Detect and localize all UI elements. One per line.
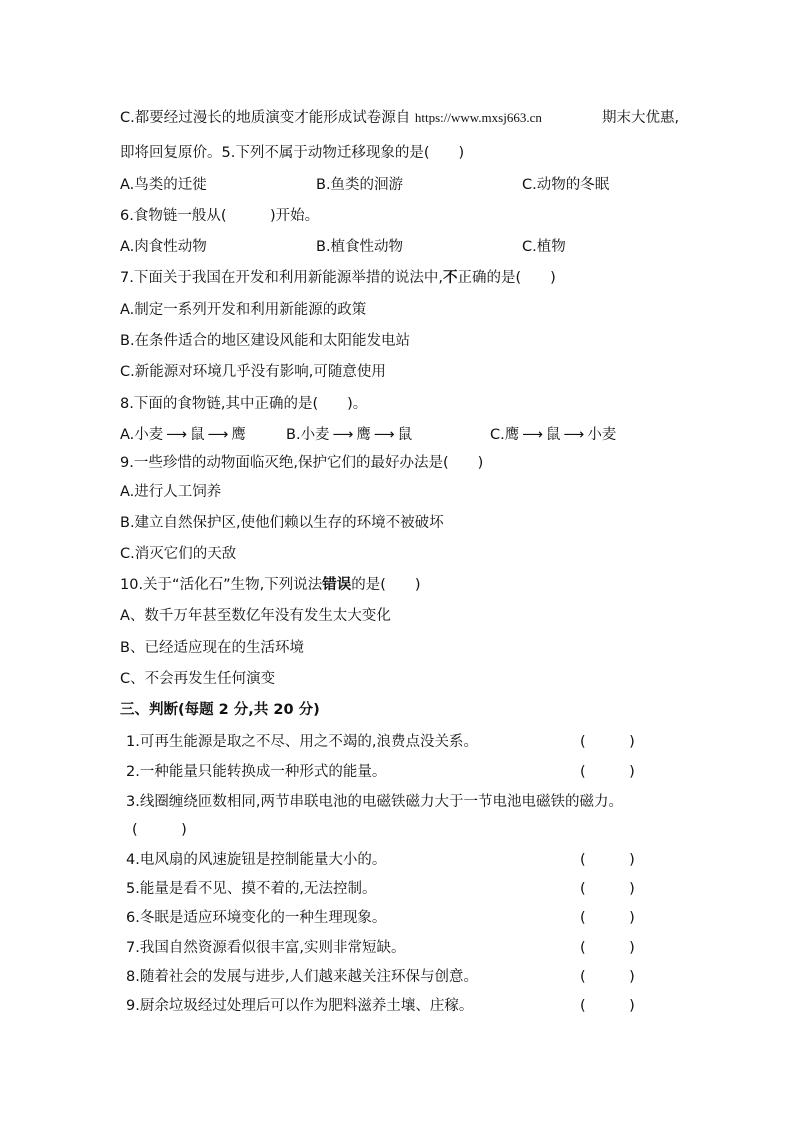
q8-b-item-1: 小麦	[300, 427, 330, 443]
q7-stem-bold: 不	[442, 270, 458, 286]
q7-stem-post: 正确的是( )	[457, 270, 556, 286]
q8-c-item-3: 小麦	[587, 427, 617, 443]
q8-b-item-3: 鼠	[397, 427, 413, 443]
judge-item-6: 6.冬眠是适应环境变化的一种生理现象。	[126, 910, 387, 926]
q7-stem	[120, 268, 556, 288]
q9-option-a: A.进行人工饲养	[120, 484, 222, 500]
q9-stem: 9.一些珍惜的动物面临灭绝,保护它们的最好办法是( )	[120, 455, 484, 471]
q8-option-b-label: B.	[286, 427, 301, 443]
arrow-icon: ⟶	[563, 427, 585, 443]
judge-answer-1[interactable]: ( )	[580, 734, 635, 750]
q6-stem: 6.食物链一般从( )开始。	[120, 208, 320, 224]
q8-a-item-2: 鼠	[190, 427, 205, 443]
judge-item-5: 5.能量是看不见、摸不着的,无法控制。	[126, 881, 377, 897]
q8-option-c-label: C.	[490, 427, 505, 443]
q8-c-item-2: 鼠	[546, 427, 561, 443]
judge-answer-3[interactable]: ( )	[132, 822, 187, 838]
judge-item-9: 9.厨余垃圾经过处理后可以作为肥料滋养土壤、庄稼。	[126, 998, 474, 1014]
q9-option-b: B.建立自然保护区,使他们赖以生存的环境不被破坏	[120, 515, 444, 531]
q8-option-c	[490, 425, 616, 445]
q10-stem	[120, 575, 421, 595]
q5-option-c: C.动物的冬眠	[522, 177, 610, 193]
q5-stem-line	[120, 143, 464, 163]
arrow-icon: ⟶	[373, 427, 395, 443]
watermark-prefix: 试卷源自	[352, 110, 411, 126]
judge-answer-4[interactable]: ( )	[580, 852, 635, 868]
q4-option-c	[120, 108, 542, 128]
q10-stem-pre: 10.关于“活化石”生物,下列说法	[120, 577, 323, 593]
arrow-icon: ⟶	[332, 427, 354, 443]
q8-a-item-3: 鹰	[231, 427, 246, 443]
judge-answer-5[interactable]: ( )	[580, 881, 635, 897]
judge-item-1: 1.可再生能源是取之不尽、用之不竭的,浪费点没关系。	[126, 734, 478, 750]
q8-option-a-label: A.	[120, 427, 135, 443]
q10-option-b: B、已经适应现在的生活环境	[120, 640, 304, 656]
q9-option-c: C.消灭它们的天敌	[120, 546, 237, 562]
q6-option-c: C.植物	[522, 239, 566, 255]
q8-c-item-1: 鹰	[504, 427, 520, 443]
q7-option-a: A.制定一系列开发和利用新能源的政策	[120, 302, 367, 318]
q8-option-a	[120, 425, 246, 445]
arrow-icon: ⟶	[207, 427, 229, 443]
watermark-continuation: 即将回复原价。	[120, 145, 222, 161]
watermark-url[interactable]: https://www.mxsj663.cn	[414, 110, 542, 125]
q10-stem-bold: 错误	[322, 577, 352, 593]
q6-option-a: A.肉食性动物	[120, 239, 207, 255]
judge-item-4: 4.电风扇的风速旋钮是控制能量大小的。	[126, 852, 387, 868]
judge-answer-7[interactable]: ( )	[580, 940, 635, 956]
q5-option-a: A.鸟类的迁徙	[120, 177, 207, 193]
q5-stem: 5.下列不属于动物迁移现象的是( )	[221, 145, 465, 161]
judge-answer-9[interactable]: ( )	[580, 998, 635, 1014]
q6-option-b: B.植食性动物	[316, 239, 404, 255]
judge-item-8: 8.随着社会的发展与进步,人们越来越关注环保与创意。	[126, 969, 478, 985]
q7-stem-pre: 7.下面关于我国在开发和利用新能源举措的说法中,	[120, 270, 443, 286]
q7-option-b: B.在条件适合的地区建设风能和太阳能发电站	[120, 333, 411, 349]
q10-stem-post: 的是( )	[351, 577, 421, 593]
judge-answer-2[interactable]: ( )	[580, 764, 635, 780]
judge-item-3: 3.线圈缠绕匝数相同,两节串联电池的电磁铁磁力大于一节电池电磁铁的磁力。	[126, 794, 623, 810]
arrow-icon: ⟶	[522, 427, 544, 443]
q4-option-c-text: C.都要经过漫长的地质演变才能形成	[120, 110, 353, 126]
judge-item-2: 2.一种能量只能转换成一种形式的能量。	[126, 764, 387, 780]
judge-answer-6[interactable]: ( )	[580, 910, 635, 926]
q10-option-a: A、数千万年甚至数亿年没有发生太大变化	[120, 608, 391, 624]
q8-stem: 8.下面的食物链,其中正确的是( )。	[120, 396, 368, 412]
q5-option-b: B.鱼类的洄游	[316, 177, 404, 193]
q8-a-item-1: 小麦	[134, 427, 164, 443]
arrow-icon: ⟶	[166, 427, 188, 443]
judge-answer-8[interactable]: ( )	[580, 969, 635, 985]
q10-option-c: C、不会再发生任何演变	[120, 671, 276, 687]
q8-b-item-2: 鹰	[356, 427, 371, 443]
q8-option-b	[286, 425, 412, 445]
judge-item-7: 7.我国自然资源看似很丰富,实则非常短缺。	[126, 940, 406, 956]
section-3-title: 三、判断(每题 2 分,共 20 分)	[120, 702, 320, 718]
q7-option-c: C.新能源对环境几乎没有影响,可随意使用	[120, 364, 386, 380]
watermark-suffix: 期末大优惠,	[602, 110, 680, 126]
